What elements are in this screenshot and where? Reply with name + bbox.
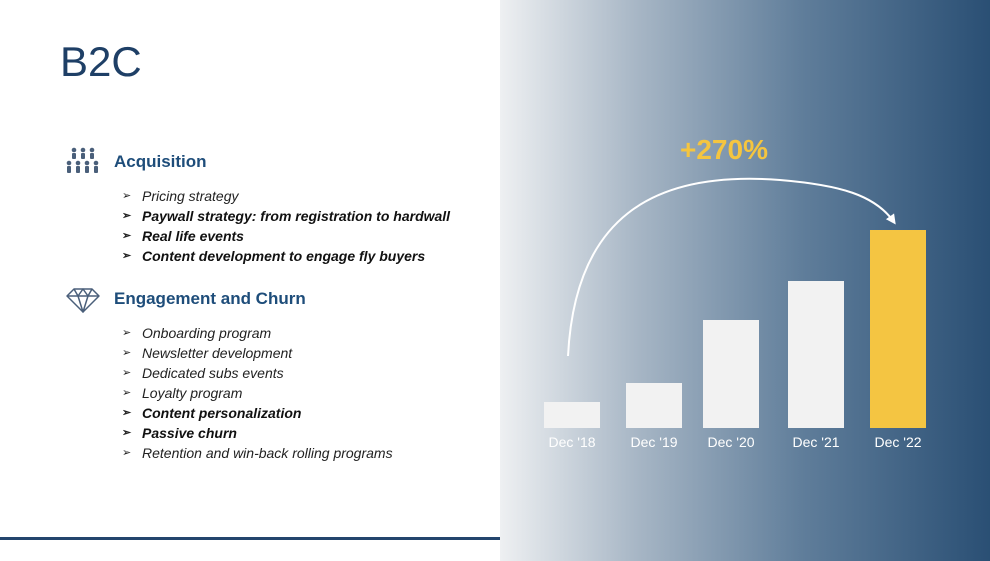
bullet-arrow-icon: ➢: [122, 230, 132, 242]
list-item: [122, 383, 393, 403]
list-item-text: Paywall strategy: from registration to hardwall: [142, 208, 451, 224]
x-tick-label: Dec '20: [707, 434, 755, 450]
list-item: [122, 343, 393, 363]
people-group-icon: [64, 146, 102, 178]
section-engagement: [64, 283, 393, 463]
chart-panel: [500, 0, 990, 561]
bullet-arrow-icon: ➢: [122, 210, 132, 222]
x-tick-label: Dec '21: [792, 434, 840, 450]
list-item: [122, 403, 393, 423]
x-tick-label: Dec '19: [630, 434, 678, 450]
bullet-arrow-icon: ➢: [122, 407, 132, 419]
bar-1: [626, 383, 682, 428]
section-header: [64, 283, 393, 315]
list-item: [122, 443, 393, 463]
x-tick-labels-group: [548, 434, 921, 450]
bullet-arrow-icon: ➢: [122, 427, 132, 439]
bullet-arrow-icon: ➢: [122, 387, 132, 399]
list-item-text: Retention and win-back rolling programs: [142, 445, 393, 461]
bullet-list: [64, 186, 450, 266]
list-item: [122, 363, 393, 383]
bar-4: [870, 230, 926, 428]
list-item: [122, 423, 393, 443]
bullet-arrow-icon: ➢: [122, 190, 132, 202]
list-item: [122, 246, 450, 266]
bar-2: [703, 320, 759, 428]
section-acquisition: [64, 146, 450, 266]
bars-group: [544, 230, 926, 428]
x-tick-label: Dec '18: [548, 434, 596, 450]
list-item-text: Passive churn: [142, 425, 237, 441]
growth-annotation: +270%: [680, 134, 768, 165]
page-title: B2C: [60, 38, 142, 85]
list-item-text: Content development to engage fly buyers: [142, 248, 426, 264]
list-item: [122, 323, 393, 343]
bar-chart: [500, 0, 990, 561]
section-header: [64, 146, 450, 178]
bullet-arrow-icon: ➢: [122, 250, 132, 262]
bullet-arrow-icon: ➢: [122, 327, 132, 339]
list-item-text: Loyalty program: [142, 385, 243, 401]
list-item-text: Real life events: [142, 228, 244, 244]
diamond-icon: [64, 283, 102, 315]
list-item: [122, 226, 450, 246]
bar-0: [544, 402, 600, 428]
list-item-text: Newsletter development: [142, 345, 293, 361]
bottom-divider: [0, 537, 500, 540]
list-item-text: Content personalization: [142, 405, 302, 421]
x-tick-label: Dec '22: [874, 434, 922, 450]
list-item: [122, 206, 450, 226]
list-item-text: Onboarding program: [142, 325, 272, 341]
list-item-text: Dedicated subs events: [142, 365, 284, 381]
bullet-arrow-icon: ➢: [122, 347, 132, 359]
list-item-text: Pricing strategy: [142, 188, 239, 204]
bar-3: [788, 281, 844, 428]
section-title: Acquisition: [114, 152, 207, 171]
bullet-list: [64, 323, 393, 463]
list-item: [122, 186, 450, 206]
section-title: Engagement and Churn: [114, 289, 306, 308]
bullet-arrow-icon: ➢: [122, 367, 132, 379]
bullet-arrow-icon: ➢: [122, 447, 132, 459]
